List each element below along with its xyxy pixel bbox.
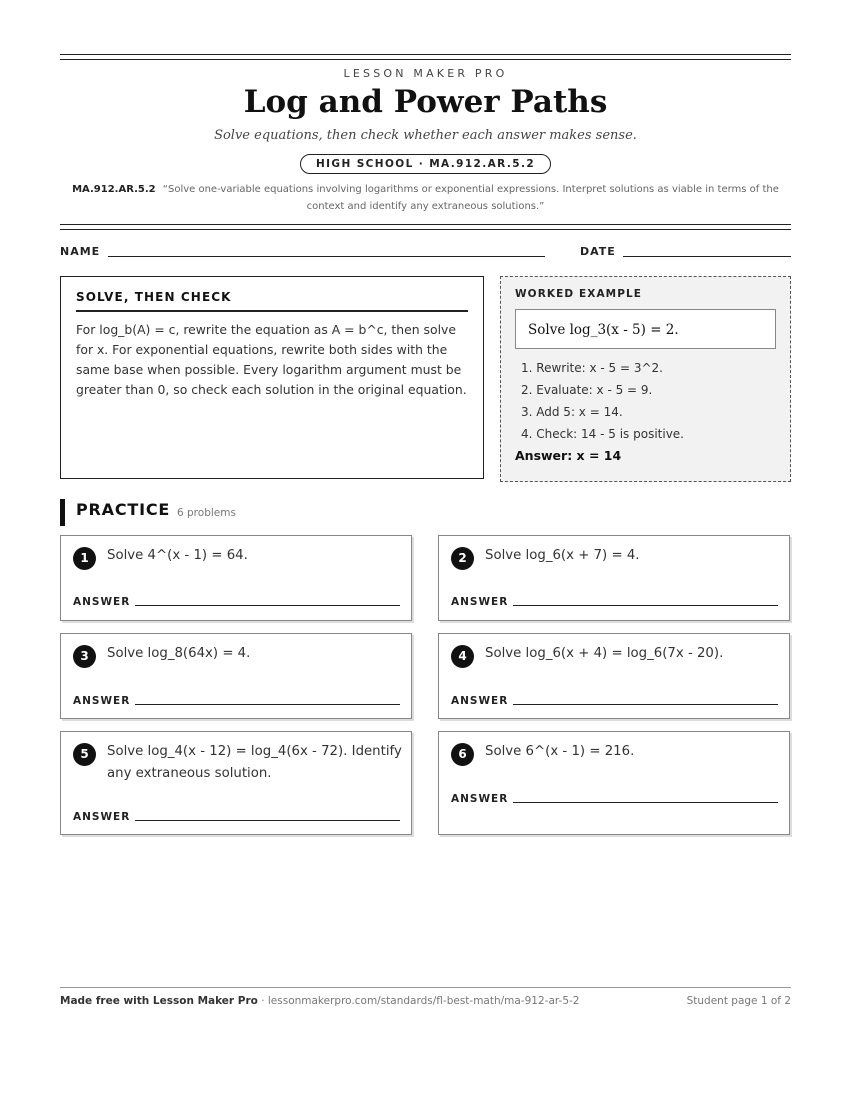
worked-example-step: 1. Rewrite: x - 5 = 3^2. xyxy=(521,361,663,375)
footer-made-with: Made free with Lesson Maker Pro xyxy=(60,995,258,1007)
problem-number-badge: 4 xyxy=(451,645,474,668)
name-label: NAME xyxy=(60,245,101,258)
worked-example-heading: WORKED EXAMPLE xyxy=(515,288,643,300)
worked-example-steps xyxy=(515,357,776,445)
answer-field-2[interactable] xyxy=(513,605,778,606)
grade-standard-badge: HIGH SCHOOL · MA.912.AR.5.2 xyxy=(300,154,551,174)
footer-url[interactable]: · lessonmakerpro.com/standards/fl-best-math/ma-912-ar-5-2 xyxy=(257,995,580,1007)
name-date-row xyxy=(60,245,791,261)
page-subtitle: Solve equations, then check whether each answer makes sense. xyxy=(214,128,637,143)
answer-label: ANSWER xyxy=(451,793,509,805)
answer-label: ANSWER xyxy=(73,811,131,823)
answer-field-1[interactable] xyxy=(135,605,400,606)
date-field[interactable] xyxy=(623,256,791,257)
problem-card-3 xyxy=(60,633,412,719)
problem-number-badge: 3 xyxy=(73,645,96,668)
problem-text: Solve log_8(64x) = 4. xyxy=(107,646,251,661)
worked-example-problem: Solve log_3(x - 5) = 2. xyxy=(515,309,776,349)
problem-card-2 xyxy=(438,535,790,621)
worked-example-step: 4. Check: 14 - 5 is positive. xyxy=(521,427,684,441)
problem-number-badge: 2 xyxy=(451,547,474,570)
problem-card-6 xyxy=(438,731,790,835)
answer-label: ANSWER xyxy=(73,695,131,707)
problem-text: Solve 6^(x - 1) = 216. xyxy=(485,744,635,759)
standard-text: “Solve one-variable equations involving logarithms or exponential expressions. Interpret solutions as viable in terms of the context and identify any extraneous solutions.” xyxy=(162,184,779,212)
answer-field-4[interactable] xyxy=(513,704,778,705)
answer-label: ANSWER xyxy=(73,596,131,608)
date-label: DATE xyxy=(580,245,616,258)
answer-label: ANSWER xyxy=(451,596,509,608)
concept-body: For log_b(A) = c, rewrite the equation as A = b^c, then solve for x. For exponential equations, rewrite both sides with the same base when possible. Every logarithm argument must be greater than 0, so check each solution in the original equation. xyxy=(76,322,467,397)
standard-code: MA.912.AR.5.2 xyxy=(72,184,156,195)
concept-box xyxy=(60,276,484,479)
problem-text: Solve log_4(x - 12) = log_4(6x - 72). Identify any extraneous solution. xyxy=(107,744,402,781)
answer-field-6[interactable] xyxy=(513,802,778,803)
problem-number-badge: 1 xyxy=(73,547,96,570)
name-field[interactable] xyxy=(108,256,545,257)
problem-number-badge: 6 xyxy=(451,743,474,766)
worked-example-step: 3. Add 5: x = 14. xyxy=(521,405,623,419)
worked-example-step: 2. Evaluate: x - 5 = 9. xyxy=(521,383,653,397)
problem-card-4 xyxy=(438,633,790,719)
footer-rule xyxy=(60,987,791,988)
problem-number-badge: 5 xyxy=(73,743,96,766)
worked-example-box xyxy=(500,276,791,482)
header-bottom-double-rule xyxy=(60,224,791,230)
page-title: Log and Power Paths xyxy=(243,84,608,120)
problem-text: Solve log_6(x + 7) = 4. xyxy=(485,548,640,563)
footer-credit xyxy=(60,995,579,1007)
practice-heading: PRACTICE xyxy=(76,500,171,519)
worked-example-answer: Answer: x = 14 xyxy=(515,448,622,463)
problem-card-5 xyxy=(60,731,412,835)
practice-count: 6 problems xyxy=(177,507,236,519)
practice-accent-bar xyxy=(60,499,65,526)
problem-text: Solve 4^(x - 1) = 64. xyxy=(107,548,248,563)
brand-name: LESSON MAKER PRO xyxy=(343,67,508,80)
top-double-rule xyxy=(60,54,791,60)
answer-field-3[interactable] xyxy=(135,704,400,705)
standard-description xyxy=(68,181,783,215)
concept-heading: SOLVE, THEN CHECK xyxy=(76,290,468,312)
problem-card-1 xyxy=(60,535,412,621)
footer-page-number: Student page 1 of 2 xyxy=(686,995,791,1007)
answer-label: ANSWER xyxy=(451,695,509,707)
problem-text: Solve log_6(x + 4) = log_6(7x - 20). xyxy=(485,646,724,661)
answer-field-5[interactable] xyxy=(135,820,400,821)
